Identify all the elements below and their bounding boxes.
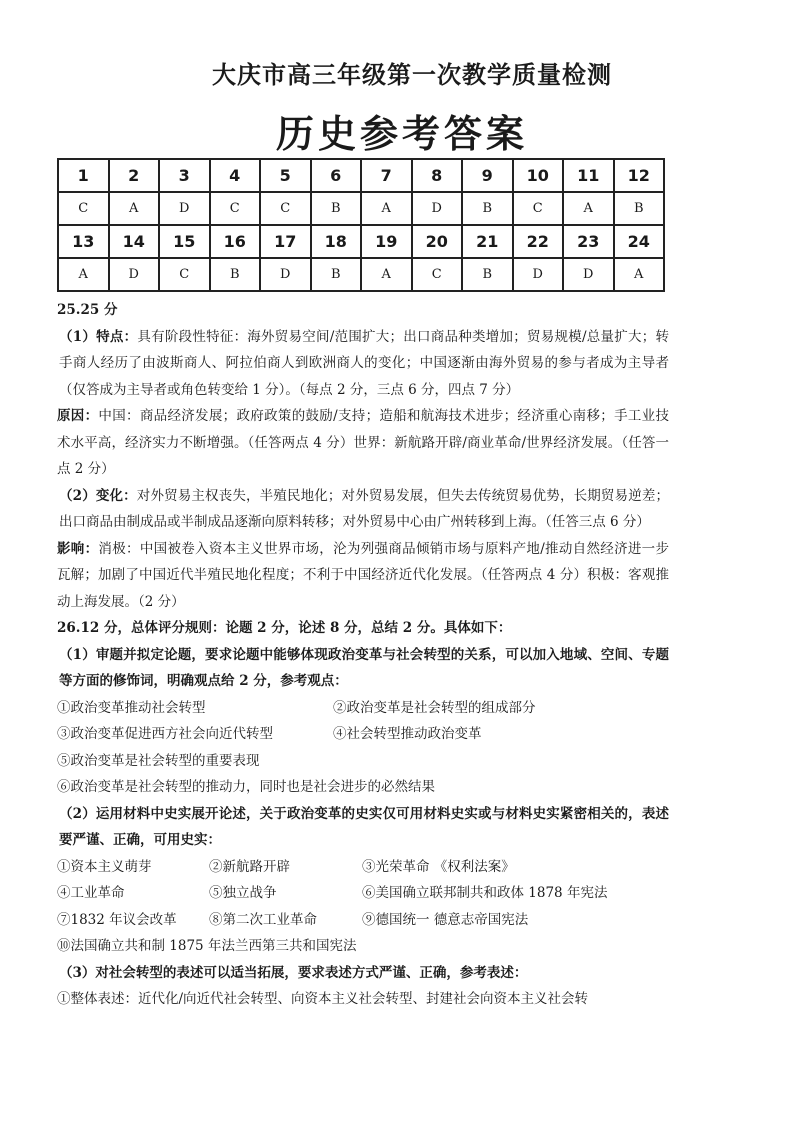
answer-cell: B (210, 258, 261, 291)
answer-cell: C (513, 192, 564, 225)
answer-cell: D (109, 258, 160, 291)
question-number: 8 (412, 159, 463, 192)
view-item: ⑥政治变革是社会转型的推动力，同时也是社会进步的必然结果 (57, 779, 435, 795)
q25-part1-label: （1）特点： (59, 328, 138, 345)
answer-cell: D (159, 192, 210, 225)
view-item: ①政治变革推动社会转型 (57, 699, 206, 716)
question-number-row (58, 225, 664, 258)
question-number: 18 (311, 225, 362, 258)
fact-item: ⑩法国确立共和制 1875 年法兰西第三共和国宪法 (57, 938, 357, 954)
q25-reason (57, 403, 669, 483)
question-number: 19 (361, 225, 412, 258)
answer-cell: D (260, 258, 311, 291)
fact-item: ⑨德国统一 德意志帝国宪法 (362, 911, 529, 928)
question-number: 7 (361, 159, 412, 192)
q25-impact (57, 536, 669, 616)
q26-heading: 26.12 分，总体评分规则：论题 2 分，论述 8 分，总结 2 分。具体如下： (57, 620, 512, 636)
view-item: ④社会转型推动政治变革 (333, 726, 482, 742)
answer-table (57, 158, 665, 292)
view-item: ②政治变革是社会转型的组成部分 (333, 699, 536, 716)
answer-cell: C (260, 192, 311, 225)
question-number-row (58, 159, 664, 192)
question-number: 21 (462, 225, 513, 258)
q26-part3-line: ①整体表述：近代化/向近代社会转型、向资本主义社会转型、封建社会向资本主义社会转 (57, 991, 589, 1007)
fact-item: ⑧第二次工业革命 (209, 911, 317, 928)
q25-reason-text: 中国：商品经济发展；政府政策的鼓励/支持；造船和航海技术进步；经济重心南移；手工业技术水平高，经济实力不断增强。（任答两点 4 分）世界：新航路开辟/商业革命/世界经济发展。（任答一点 2 分） (57, 408, 669, 477)
q25-part1 (57, 324, 669, 404)
question-number: 20 (412, 225, 463, 258)
q25-impact-label: 影响： (57, 540, 99, 557)
answer-cell: B (311, 192, 362, 225)
question-number: 10 (513, 159, 564, 192)
question-number: 11 (563, 159, 614, 192)
q26-part1: （1）审题并拟定论题，要求论题中能够体现政治变革与社会转型的关系，可以加入地域、空间、专题等方面的修饰词，明确观点给 2 分，参考观点： (59, 646, 669, 689)
question-number: 6 (311, 159, 362, 192)
question-number: 4 (210, 159, 261, 192)
question-number: 12 (614, 159, 665, 192)
exam-title: 大庆市高三年级第一次教学质量检测 (212, 61, 612, 89)
q26-part3: （3）对社会转型的表述可以适当拓展，要求表述方式严谨、正确，参考表述： (59, 964, 528, 981)
view-row (57, 721, 669, 748)
fact-item: ②新航路开辟 (209, 858, 290, 875)
question-number: 9 (462, 159, 513, 192)
fact-item: ⑤独立战争 (209, 885, 277, 901)
q25-part2-text: 对外贸易主权丧失，半殖民地化；对外贸易发展，但失去传统贸易优势，长期贸易逆差；出口商品由制成品或半制成品逐渐向原料转移；对外贸易中心由广州转移到上海。（任答三点 6 分） (59, 487, 669, 530)
answer-cell: A (58, 258, 109, 291)
answer-cell: B (614, 192, 665, 225)
fact-row (57, 854, 669, 881)
question-number: 1 (58, 159, 109, 192)
q25-impact-text: 消极：中国被卷入资本主义世界市场，沦为列强商品倾销市场与原料产地/推动自然经济进一步瓦解；加剧了中国近代半殖民地化程度；不利于中国经济近代化发展。（任答两点 4 分）积极：客观推动上海发展。（2 分） (57, 540, 669, 610)
answer-cell: C (210, 192, 261, 225)
view-row (57, 695, 669, 722)
q25-heading: 25.25 分 (57, 302, 118, 318)
answer-cell: D (513, 258, 564, 291)
q25-reason-label: 原因： (57, 408, 99, 424)
answer-cell: A (109, 192, 160, 225)
answer-row (58, 258, 664, 291)
answer-cell: B (462, 192, 513, 225)
answer-cell: C (159, 258, 210, 291)
answer-cell: C (58, 192, 109, 225)
q25-part2 (57, 483, 669, 536)
fact-row (57, 880, 669, 907)
answer-cell: A (361, 258, 412, 291)
question-number: 14 (109, 225, 160, 258)
fact-item: ⑥美国确立联邦制共和政体 1878 年宪法 (362, 885, 608, 901)
question-number: 17 (260, 225, 311, 258)
question-number: 22 (513, 225, 564, 258)
question-number: 13 (58, 225, 109, 258)
question-number: 16 (210, 225, 261, 258)
fact-row (57, 907, 669, 934)
answer-content (57, 297, 669, 1013)
document-title: 历史参考答案 (275, 112, 528, 156)
answer-cell: B (311, 258, 362, 291)
answer-cell: B (462, 258, 513, 291)
fact-item: ①资本主义萌芽 (57, 858, 152, 875)
fact-item: ⑦1832 年议会改革 (57, 911, 177, 928)
question-number: 2 (109, 159, 160, 192)
question-number: 23 (563, 225, 614, 258)
answer-cell: A (563, 192, 614, 225)
answer-cell: A (614, 258, 665, 291)
question-number: 24 (614, 225, 665, 258)
answer-cell: D (563, 258, 614, 291)
question-number: 5 (260, 159, 311, 192)
answer-cell: C (412, 258, 463, 291)
q25-part1-text: 具有阶段性特征：海外贸易空间/范围扩大；出口商品种类增加；贸易规模/总量扩大；转手商人经历了由波斯商人、阿拉伯商人到欧洲商人的变化；中国逐渐由海外贸易的参与者成为主导者（仅答成为主导者或角色转变给 1 分）。（每点 2 分，三点 6 分，四点 7 分） (59, 328, 669, 398)
answer-cell: D (412, 192, 463, 225)
fact-item: ③光荣革命 《权利法案》 (362, 858, 515, 875)
answer-cell: A (361, 192, 412, 225)
question-number: 3 (159, 159, 210, 192)
q26-part2: （2）运用材料中史实展开论述，关于政治变革的史实仅可用材料史实或与材料史实紧密相关的，表述要严谨、正确，可用史实： (59, 805, 669, 848)
q25-part2-label: （2）变化： (59, 487, 137, 504)
fact-item: ④工业革命 (57, 885, 125, 901)
question-number: 15 (159, 225, 210, 258)
answer-row (58, 192, 664, 225)
view-item: ⑤政治变革是社会转型的重要表现 (57, 752, 260, 769)
view-item: ③政治变革促进西方社会向近代转型 (57, 726, 273, 742)
